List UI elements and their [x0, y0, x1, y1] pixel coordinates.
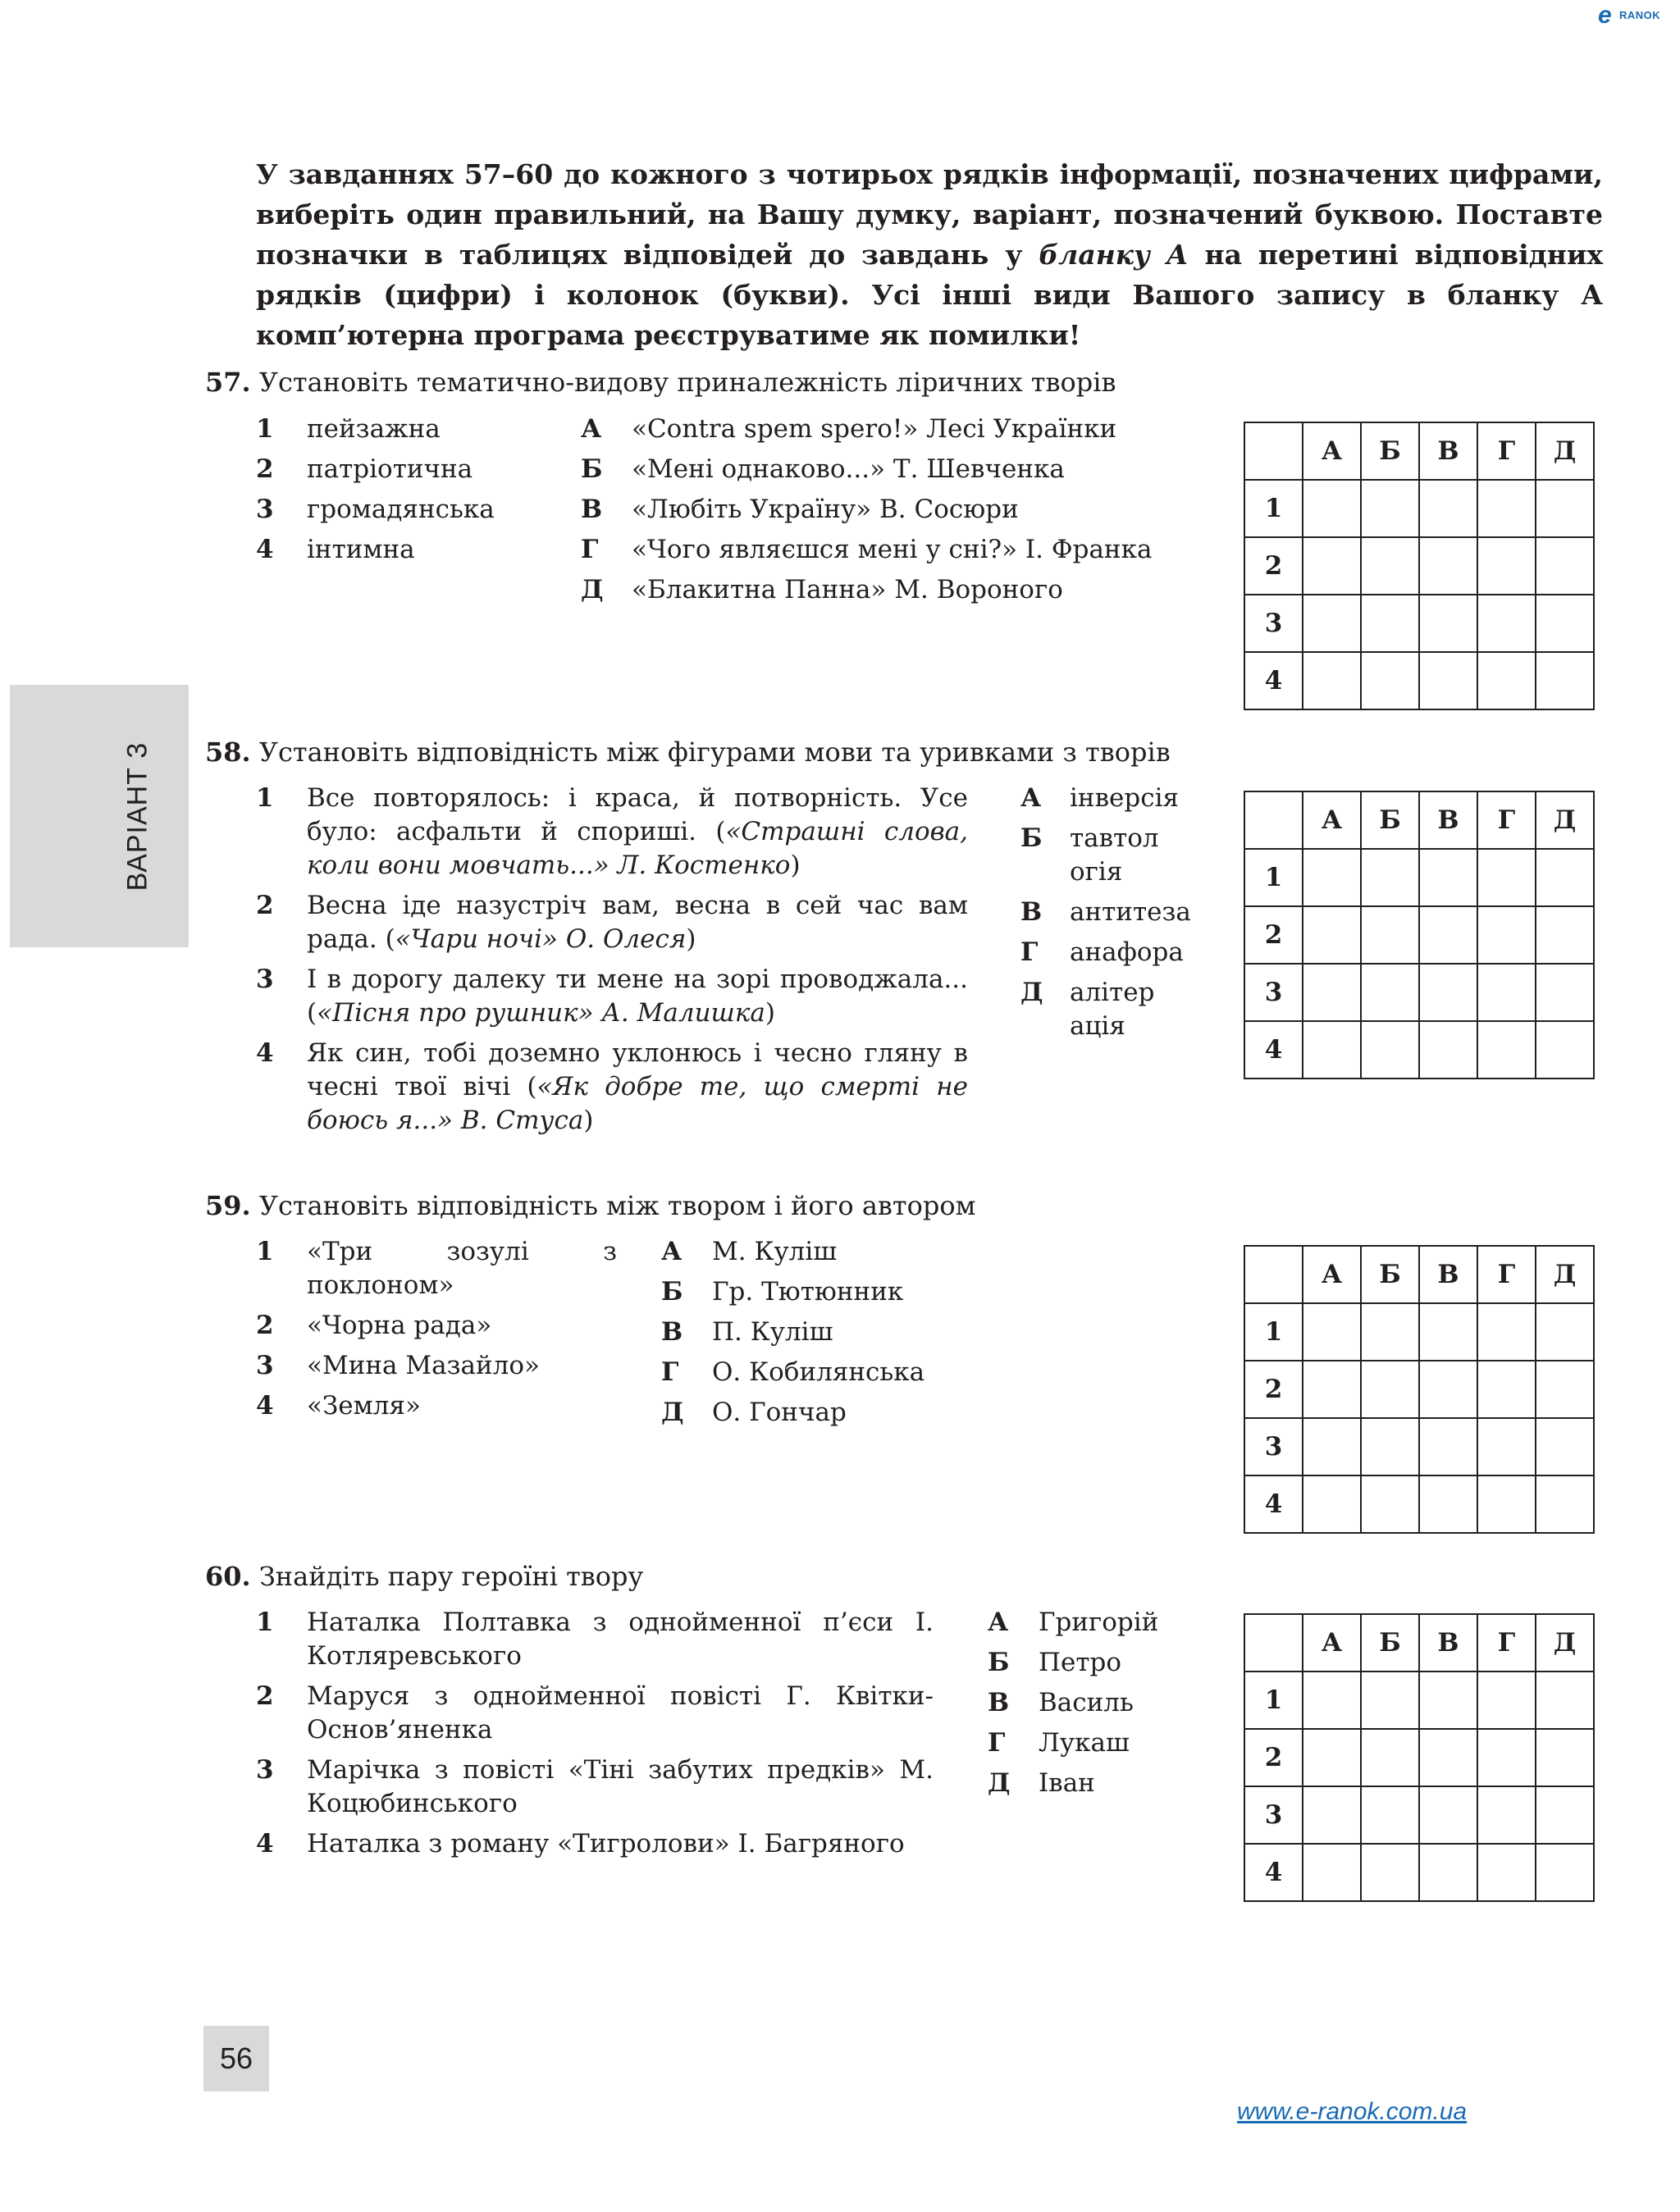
- option-item: Г О. Кобилянська: [661, 1357, 925, 1387]
- q58-items: [256, 782, 968, 1138]
- answer-cell[interactable]: [1361, 537, 1419, 595]
- list-item: 4 інтимна: [256, 535, 415, 564]
- answer-cell[interactable]: [1419, 906, 1477, 964]
- answer-cell[interactable]: [1303, 964, 1361, 1021]
- option-item: Б «Мені однаково...» Т. Шевченка: [581, 454, 1065, 484]
- list-item: 1 пейзажна: [256, 414, 441, 444]
- answer-cell[interactable]: [1477, 1475, 1536, 1533]
- answer-cell[interactable]: [1536, 1844, 1594, 1901]
- answer-cell[interactable]: [1536, 964, 1594, 1021]
- answer-cell[interactable]: [1536, 652, 1594, 709]
- answer-cell[interactable]: [1361, 1844, 1419, 1901]
- option-item: В Василь: [988, 1688, 1134, 1717]
- q58-options: [1020, 782, 1209, 1043]
- q57-prompt: Установіть тематично-видову приналежність ліричних творів: [258, 367, 1116, 398]
- q60-prompt: Знайдіть пару героїні твору: [258, 1561, 644, 1592]
- answer-cell[interactable]: [1419, 1021, 1477, 1079]
- answer-cell[interactable]: [1536, 849, 1594, 906]
- answer-cell[interactable]: [1477, 595, 1536, 652]
- q58-answer-grid: А Б В Г Д 1 2 3 4: [1244, 791, 1595, 1079]
- q60-answer-grid: А Б В Г Д 1 2 3 4: [1244, 1613, 1595, 1902]
- answer-cell[interactable]: [1303, 1786, 1361, 1844]
- answer-cell[interactable]: [1536, 1021, 1594, 1079]
- q59-items: [256, 1235, 617, 1423]
- answer-cell[interactable]: [1419, 849, 1477, 906]
- answer-cell[interactable]: [1419, 1844, 1477, 1901]
- list-item: 2 Весна іде назустріч вам, весна в сей час вам рада. («Чари ночі» О. Олеся): [256, 891, 968, 954]
- answer-cell[interactable]: [1361, 1786, 1419, 1844]
- q60-heading: [205, 1560, 643, 1593]
- answer-cell[interactable]: [1419, 1475, 1477, 1533]
- list-item: 2 патріотична: [256, 454, 473, 484]
- answer-cell[interactable]: [1303, 1844, 1361, 1901]
- answer-cell[interactable]: [1361, 849, 1419, 906]
- list-item: 3 Марічка з повісті «Тіні забутих предків» М. Коцюбинського: [256, 1755, 934, 1818]
- q60-number: 60.: [205, 1561, 251, 1592]
- q58-number: 58.: [205, 737, 251, 768]
- publisher-logo: [1598, 2, 1672, 29]
- answer-cell[interactable]: [1477, 1729, 1536, 1786]
- answer-cell[interactable]: [1419, 964, 1477, 1021]
- answer-cell[interactable]: [1361, 1418, 1419, 1475]
- q58-heading: [205, 736, 1171, 768]
- answer-cell[interactable]: [1419, 1786, 1477, 1844]
- answer-cell[interactable]: [1477, 1672, 1536, 1729]
- answer-cell[interactable]: [1303, 1729, 1361, 1786]
- q57-answer-grid: А Б В Г Д 1 2 3 4: [1244, 422, 1595, 710]
- option-item: Д алітерація: [1020, 978, 1155, 1041]
- answer-cell[interactable]: [1303, 906, 1361, 964]
- variant-side-tab: [10, 685, 189, 947]
- q59-heading: [205, 1189, 976, 1222]
- variant-label: ВАРІАНТ 3: [121, 741, 153, 891]
- answer-cell[interactable]: [1361, 1361, 1419, 1418]
- option-item: Б тавтологія: [1020, 823, 1159, 887]
- answer-cell[interactable]: [1536, 1361, 1594, 1418]
- option-item: В антитеза: [1020, 897, 1191, 927]
- answer-cell[interactable]: [1536, 1729, 1594, 1786]
- answer-cell[interactable]: [1477, 849, 1536, 906]
- logo-text: RANOK: [1619, 9, 1661, 21]
- q57-options: [581, 413, 1221, 613]
- list-item: 1 Все повторялось: і краса, й потворність. Усе було: асфальти й спориші. («Страшні слова, коли вони мовчать...» Л. Костенко): [256, 783, 968, 880]
- option-item: Г Лукаш: [988, 1728, 1130, 1758]
- answer-cell[interactable]: [1419, 537, 1477, 595]
- answer-cell[interactable]: [1536, 1672, 1594, 1729]
- answer-cell[interactable]: [1536, 1475, 1594, 1533]
- list-item: 2 «Чорна рада»: [256, 1311, 492, 1340]
- list-item: 4 Як син, тобі доземно уклонюсь і чесно гляну в чесні твої вічі («Як добре те, що смерті не боюсь я...» В. Стуса): [256, 1038, 968, 1135]
- q60-items: [256, 1606, 934, 1861]
- answer-cell[interactable]: [1536, 480, 1594, 537]
- option-item: В П. Куліш: [661, 1317, 833, 1347]
- answer-cell[interactable]: [1419, 1672, 1477, 1729]
- answer-cell[interactable]: [1303, 1418, 1361, 1475]
- answer-cell[interactable]: [1536, 595, 1594, 652]
- answer-cell[interactable]: [1361, 1021, 1419, 1079]
- list-item: 1 Наталка Полтавка з однойменної п’єси І. Котляревського: [256, 1608, 934, 1671]
- option-item: Д Іван: [988, 1768, 1095, 1798]
- option-item: Д «Блакитна Панна» М. Вороного: [581, 575, 1063, 604]
- list-item: 3 І в дорогу далеку ти мене на зорі проводжала... («Пісня про рушник» А. Малишка): [256, 965, 968, 1028]
- answer-cell[interactable]: [1361, 1475, 1419, 1533]
- answer-cell[interactable]: [1419, 480, 1477, 537]
- q58-prompt: Установіть відповідність між фігурами мови та уривками з творів: [258, 737, 1171, 768]
- answer-cell[interactable]: [1361, 595, 1419, 652]
- answer-cell[interactable]: [1536, 537, 1594, 595]
- answer-cell[interactable]: [1419, 1361, 1477, 1418]
- answer-cell[interactable]: [1303, 480, 1361, 537]
- answer-cell[interactable]: [1303, 1672, 1361, 1729]
- answer-cell[interactable]: [1419, 595, 1477, 652]
- answer-cell[interactable]: [1477, 964, 1536, 1021]
- answer-cell[interactable]: [1477, 1844, 1536, 1901]
- answer-cell[interactable]: [1419, 652, 1477, 709]
- list-item: 3 «Мина Мазайло»: [256, 1351, 540, 1380]
- answer-cell[interactable]: [1477, 1418, 1536, 1475]
- option-item: А Григорій: [988, 1608, 1159, 1637]
- answer-cell[interactable]: [1361, 964, 1419, 1021]
- answer-cell[interactable]: [1361, 1303, 1419, 1361]
- answer-cell[interactable]: [1303, 1303, 1361, 1361]
- q57-heading: [205, 366, 1116, 399]
- instructions: [256, 154, 1603, 355]
- list-item: 4 Наталка з роману «Тигролови» І. Багряного: [256, 1829, 905, 1859]
- answer-cell[interactable]: [1303, 1475, 1361, 1533]
- option-item: А «Contra spem spero!» Лесі Українки: [581, 414, 1117, 444]
- list-item: 4 «Земля»: [256, 1391, 421, 1421]
- answer-cell[interactable]: [1536, 1786, 1594, 1844]
- answer-cell[interactable]: [1303, 1361, 1361, 1418]
- q59-answer-grid: А Б В Г Д 1 2 3 4: [1244, 1245, 1595, 1534]
- option-item: Б Гр. Тютюнник: [661, 1277, 904, 1307]
- site-link[interactable]: www.e-ranok.com.ua: [1237, 2098, 1468, 2125]
- answer-cell[interactable]: [1477, 1303, 1536, 1361]
- answer-cell[interactable]: [1361, 906, 1419, 964]
- answer-cell[interactable]: [1477, 1361, 1536, 1418]
- logo-mark: e: [1598, 2, 1612, 29]
- list-item: 3 громадянська: [256, 495, 495, 524]
- option-item: Д О. Гончар: [661, 1398, 847, 1427]
- answer-cell[interactable]: [1477, 1021, 1536, 1079]
- option-item: А інверсія: [1020, 783, 1180, 813]
- answer-cell[interactable]: [1419, 1303, 1477, 1361]
- q57-items: [256, 413, 568, 573]
- q59-options: [661, 1235, 1153, 1436]
- q59-number: 59.: [205, 1190, 251, 1221]
- list-item: 1 «Три зозулі з поклоном»: [256, 1237, 617, 1300]
- list-item: 2 Маруся з однойменної повісті Г. Квітки-Основ’яненка: [256, 1681, 934, 1745]
- instructions-italic: бланку А: [1039, 239, 1189, 271]
- answer-cell[interactable]: [1477, 480, 1536, 537]
- option-item: Г «Чого являєшся мені у сні?» І. Франка: [581, 535, 1153, 564]
- answer-cell[interactable]: [1303, 595, 1361, 652]
- answer-cell[interactable]: [1536, 906, 1594, 964]
- answer-cell[interactable]: [1361, 480, 1419, 537]
- answer-cell[interactable]: [1361, 1729, 1419, 1786]
- answer-cell[interactable]: [1303, 849, 1361, 906]
- answer-cell[interactable]: [1361, 1672, 1419, 1729]
- answer-cell[interactable]: [1477, 537, 1536, 595]
- page-number: 56: [203, 2026, 269, 2091]
- answer-cell[interactable]: [1536, 1418, 1594, 1475]
- answer-cell[interactable]: [1303, 1021, 1361, 1079]
- answer-cell[interactable]: [1303, 537, 1361, 595]
- answer-cell[interactable]: [1536, 1303, 1594, 1361]
- q60-options: [988, 1606, 1234, 1807]
- q59-prompt: Установіть відповідність між твором і його автором: [258, 1190, 976, 1221]
- answer-cell[interactable]: [1477, 906, 1536, 964]
- answer-cell[interactable]: [1361, 652, 1419, 709]
- answer-cell[interactable]: [1419, 1729, 1477, 1786]
- answer-cell[interactable]: [1419, 1418, 1477, 1475]
- instructions-part2: на перетині відповідних рядків (цифри) і колонок (букви). Усі інші види Вашого запису в бланку А комп’ютерна програма реєструватиме як помилки!: [256, 239, 1603, 351]
- option-item: Г анафора: [1020, 937, 1184, 967]
- option-item: А М. Куліш: [661, 1237, 838, 1266]
- instructions-part1: У завданнях 57–60 до кожного з чотирьох рядків інформації, позначених цифрами, виберіть один правильний, на Вашу думку, варіант, позначений буквою. Поставте позначки в таблицях відповідей до завдань у: [256, 158, 1603, 271]
- q57-number: 57.: [205, 367, 251, 398]
- option-item: В «Любіть Україну» В. Сосюри: [581, 495, 1019, 524]
- answer-cell[interactable]: [1303, 652, 1361, 709]
- answer-cell[interactable]: [1477, 652, 1536, 709]
- answer-cell[interactable]: [1477, 1786, 1536, 1844]
- option-item: Б Петро: [988, 1648, 1122, 1677]
